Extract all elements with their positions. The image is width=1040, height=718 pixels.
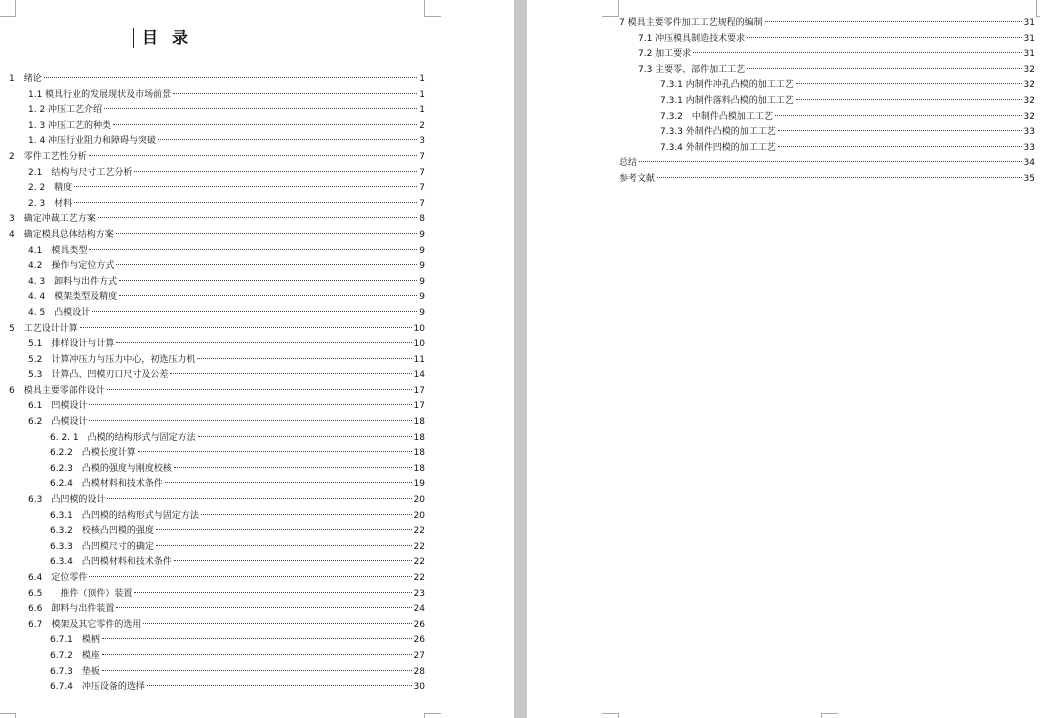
toc-page-number: 10 — [413, 323, 425, 334]
crop-mark — [424, 713, 441, 718]
toc-page-number: 1 — [419, 74, 425, 84]
toc-entry-text: 6.4 定位零件 — [28, 573, 88, 583]
dot-leader — [98, 217, 418, 218]
toc-entry-text: 6 模具主要零部件设计 — [9, 385, 105, 396]
dot-leader — [104, 108, 417, 109]
toc-entry[interactable] — [9, 244, 425, 260]
toc-entry-text: 7.2 加工要求 — [638, 49, 692, 60]
toc-entry[interactable] — [9, 72, 425, 88]
crop-mark — [424, 0, 441, 17]
toc-entry[interactable] — [9, 212, 425, 228]
toc-entry[interactable] — [619, 172, 1035, 188]
toc-entry[interactable] — [619, 94, 1035, 110]
toc-page-number: 9 — [419, 245, 425, 256]
toc-page-number: 24 — [413, 604, 425, 615]
dot-leader — [102, 654, 412, 655]
toc-page-number: 32 — [1023, 95, 1035, 106]
toc-page-number: 33 — [1023, 142, 1035, 153]
toc-entry[interactable] — [9, 88, 425, 104]
dot-leader — [778, 130, 1022, 131]
toc-entry[interactable] — [9, 368, 425, 384]
toc-entry-text: 6.3.4 凸凹模材料和技术条件 — [50, 557, 172, 568]
toc-entry-text: 4. 3 卸料与出件方式 — [28, 276, 118, 287]
toc-entry[interactable] — [9, 337, 425, 353]
toc-entry[interactable] — [9, 618, 425, 634]
toc-entry[interactable] — [9, 166, 425, 182]
dot-leader — [92, 311, 417, 312]
dot-leader — [102, 670, 412, 671]
toc-entry[interactable] — [9, 197, 425, 213]
toc-entry-text: 4.2 操作与定位方式 — [28, 261, 115, 272]
dot-leader — [197, 358, 411, 359]
toc-entry[interactable] — [619, 110, 1035, 126]
toc-page-number: 11 — [413, 354, 425, 365]
toc-entry-text: 6.7.3 垫板 — [50, 666, 100, 677]
toc-page-number: 34 — [1023, 158, 1035, 169]
dot-leader — [158, 139, 417, 140]
dot-leader — [89, 576, 411, 577]
document-page-left — [0, 0, 514, 718]
dot-leader — [775, 115, 1022, 116]
toc-entry-text: 3 确定冲裁工艺方案 — [9, 214, 96, 225]
toc-entry-text: 7.3.1 内制件冲孔凸模的加工工艺 — [660, 80, 794, 91]
dot-leader — [134, 592, 411, 593]
toc-page-number: 9 — [419, 307, 425, 318]
crop-mark — [821, 713, 838, 718]
toc-page-number: 27 — [413, 650, 425, 661]
toc-page-number: 8 — [419, 214, 425, 225]
dot-leader — [778, 146, 1022, 147]
toc-page-number: 19 — [413, 479, 425, 490]
toc-page-number: 9 — [419, 292, 425, 303]
toc-entry-text: 6.2.4 凸模材料和技术条件 — [50, 479, 163, 490]
toc-page-number: 20 — [413, 510, 425, 521]
toc-entry-text: 6.2 凸模设计 — [28, 417, 88, 428]
toc-page-number: 18 — [413, 417, 425, 428]
toc-entry-text: 7 模具主要零件加工工艺规程的编制 — [619, 18, 763, 28]
toc-entry-text: 6.3.3 凸凹模尺寸的确定 — [50, 541, 154, 552]
dot-leader — [639, 161, 1022, 162]
toc-entry-text: 参考文献 — [619, 173, 656, 184]
toc-entry-text: 1. 3 冲压工艺的种类 — [28, 120, 112, 131]
toc-page-number: 35 — [1023, 173, 1035, 184]
toc-entry[interactable] — [9, 587, 425, 603]
toc-page-number: 3 — [419, 136, 425, 147]
toc-page-number: 28 — [413, 666, 425, 677]
toc-entry-text: 1 绪论 — [9, 74, 42, 84]
toc-page-number: 31 — [1023, 18, 1035, 28]
toc-entry-text: 6.7.1 模柄 — [50, 635, 100, 646]
toc-entry[interactable] — [9, 399, 425, 415]
toc-entry[interactable] — [619, 141, 1035, 157]
toc-entry-text: 6.7.4 冲压设备的选择 — [50, 682, 145, 693]
toc-entry-text: 6.7.2 模座 — [50, 650, 100, 661]
dot-leader — [201, 514, 412, 515]
toc-entry[interactable] — [9, 290, 425, 306]
dot-leader — [107, 498, 411, 499]
toc-entry[interactable] — [9, 633, 425, 649]
toc-entry[interactable] — [9, 119, 425, 135]
toc-page-number: 23 — [413, 588, 425, 599]
dot-leader — [156, 529, 412, 530]
dot-leader — [116, 607, 411, 608]
toc-entry[interactable] — [9, 275, 425, 291]
toc-page-number: 32 — [1023, 80, 1035, 91]
toc-entry[interactable] — [9, 306, 425, 322]
dot-leader — [747, 68, 1021, 69]
dot-leader — [173, 93, 417, 94]
dot-leader — [747, 37, 1021, 38]
toc-entry[interactable] — [9, 540, 425, 556]
toc-entry[interactable] — [9, 665, 425, 681]
dot-leader — [147, 685, 412, 686]
dot-leader — [174, 467, 412, 468]
dot-leader — [89, 155, 418, 156]
toc-page-number: 33 — [1023, 127, 1035, 138]
toc-entry[interactable] — [9, 150, 425, 166]
dot-leader — [119, 280, 417, 281]
toc-entry[interactable] — [619, 47, 1035, 63]
dot-leader — [74, 186, 417, 187]
toc-entry-text: 6.7 模架及其它零件的选用 — [28, 619, 142, 630]
toc-entry[interactable] — [9, 322, 425, 338]
toc-page-number: 7 — [419, 198, 425, 209]
toc-page-number: 26 — [413, 619, 425, 630]
toc-entry[interactable] — [9, 477, 425, 493]
toc-page-number: 7 — [419, 151, 425, 162]
toc-page-number: 1 — [419, 89, 425, 100]
toc-entry-text: 5 工艺设计计算 — [9, 323, 78, 334]
toc-entry-text: 6.2.3 凸模的强度与刚度校核 — [50, 463, 172, 474]
toc-entry-text: 4.1 模具类型 — [28, 245, 88, 256]
toc-entry-text: 7.3 主要零、部件加工工艺 — [638, 64, 746, 75]
dot-leader — [74, 202, 417, 203]
dot-leader — [44, 77, 418, 78]
toc-entry-text: 6.3 凸凹模的设计 — [28, 495, 106, 506]
toc-page-number: 31 — [1023, 33, 1035, 44]
toc-page-number: 18 — [413, 448, 425, 459]
toc-entry[interactable] — [9, 524, 425, 540]
dot-leader — [89, 404, 411, 405]
toc-entry[interactable] — [9, 555, 425, 571]
dot-leader — [198, 436, 412, 437]
toc-entry-text: 7.3.3 外制件凸模的加工工艺 — [660, 127, 776, 138]
toc-entry-text: 6.5 推件（顶件）装置 — [28, 588, 133, 599]
toc-entry-text: 5.1 排样设计与计算 — [28, 339, 115, 350]
toc-entry[interactable] — [619, 125, 1035, 141]
toc-entry-text: 5.3 计算凸、凹模刃口尺寸及公差 — [28, 370, 169, 381]
toc-page-number: 26 — [413, 635, 425, 646]
toc-entry-text: 4. 4 模架类型及精度 — [28, 292, 118, 303]
toc-entry-text: 4. 5 凸模设计 — [28, 307, 91, 318]
toc-entry-text: 7.3.4 外制件凹模的加工工艺 — [660, 142, 776, 153]
toc-entry[interactable] — [619, 63, 1035, 79]
toc-page-number: 2 — [419, 120, 425, 131]
dot-leader — [143, 623, 411, 624]
toc-entry-text: 6.2.2 凸模长度计算 — [50, 448, 136, 459]
dot-leader — [156, 545, 412, 546]
toc-page-number: 30 — [413, 682, 425, 693]
dot-leader — [116, 342, 411, 343]
toc-page-number: 22 — [413, 557, 425, 568]
crop-mark — [0, 0, 16, 17]
toc-page-number: 10 — [413, 339, 425, 350]
toc-entry-text: 7.1 冲压模具制造技术要求 — [638, 33, 746, 44]
dot-leader — [138, 451, 412, 452]
toc-entry[interactable] — [9, 571, 425, 587]
toc-page-number: 9 — [419, 276, 425, 287]
dot-leader — [657, 177, 1022, 178]
toc-entry-text: 6.1 凹模设计 — [28, 401, 88, 412]
toc-page-number: 22 — [413, 541, 425, 552]
dot-leader — [89, 420, 411, 421]
toc-page-number: 18 — [413, 463, 425, 474]
toc-entry[interactable] — [9, 134, 425, 150]
dot-leader — [80, 327, 412, 328]
toc-entry-text: 6.3.1 凸凹模的结构形式与固定方法 — [50, 510, 199, 521]
toc-page-number: 7 — [419, 167, 425, 178]
dot-leader — [102, 638, 412, 639]
toc-page-number: 18 — [413, 432, 425, 443]
dot-leader — [170, 373, 411, 374]
dot-leader — [165, 482, 412, 483]
toc-entry[interactable] — [9, 353, 425, 369]
crop-mark — [1036, 0, 1040, 17]
toc-page-number: 1 — [419, 105, 425, 116]
dot-leader — [89, 249, 417, 250]
dot-leader — [116, 233, 418, 234]
dot-leader — [119, 295, 417, 296]
toc-entry[interactable] — [619, 32, 1035, 48]
toc-entry-text: 2.1 结构与尺寸工艺分析 — [28, 167, 133, 178]
toc-entry[interactable] — [619, 78, 1035, 94]
dot-leader — [134, 171, 417, 172]
toc-entry-text: 总结 — [619, 158, 638, 169]
toc-page-number: 32 — [1023, 111, 1035, 122]
toc-entry[interactable] — [9, 415, 425, 431]
toc-page-number: 14 — [413, 370, 425, 381]
dot-leader — [796, 83, 1022, 84]
toc-entry[interactable] — [9, 680, 425, 696]
toc-entry[interactable] — [9, 509, 425, 525]
toc-entry[interactable] — [9, 384, 425, 400]
toc-page-number: 32 — [1023, 64, 1035, 75]
toc-page-number: 22 — [413, 573, 425, 583]
toc-entry[interactable] — [9, 431, 425, 447]
document-page-right — [527, 0, 1040, 718]
toc-entry-text: 6.3.2 校核凸凹模的强度 — [50, 526, 154, 537]
toc-entry-text: 7.3.1 内制件落料凸模的加工工艺 — [660, 95, 794, 106]
toc-list-left — [9, 72, 425, 696]
toc-entry[interactable] — [9, 103, 425, 119]
dot-leader — [107, 389, 412, 390]
toc-entry-text: 7.3.2 中制件凸模加工工艺 — [660, 111, 773, 122]
toc-entry-text: 1. 2 冲压工艺介绍 — [28, 105, 103, 116]
toc-title: 目录 — [133, 28, 202, 48]
toc-list-right — [619, 16, 1035, 188]
toc-entry[interactable] — [9, 228, 425, 244]
toc-entry[interactable] — [9, 493, 425, 509]
toc-page-number: 7 — [419, 183, 425, 194]
toc-entry[interactable] — [619, 16, 1035, 32]
toc-entry[interactable] — [9, 446, 425, 462]
toc-entry-text: 2. 2 精度 — [28, 183, 73, 194]
dot-leader — [765, 21, 1022, 22]
toc-entry-text: 6.6 卸料与出件装置 — [28, 604, 115, 615]
crop-mark — [602, 0, 619, 17]
crop-mark — [602, 713, 619, 718]
dot-leader — [116, 264, 417, 265]
toc-page-number: 20 — [413, 495, 425, 506]
toc-entry[interactable] — [9, 462, 425, 478]
toc-page-number: 31 — [1023, 49, 1035, 60]
toc-page-number: 17 — [413, 401, 425, 412]
toc-page-number: 17 — [413, 385, 425, 396]
toc-page-number: 9 — [419, 261, 425, 272]
toc-entry-text: 2 零件工艺性分析 — [9, 151, 87, 162]
toc-entry-text: 1.1 模具行业的发展现状及市场前景 — [28, 89, 172, 100]
dot-leader — [113, 124, 417, 125]
toc-page-number: 22 — [413, 526, 425, 537]
toc-entry-text: 4 确定模具总体结构方案 — [9, 229, 114, 240]
toc-entry-text: 1. 4 冲压行业阻力和障碍与突破 — [28, 136, 157, 147]
toc-entry[interactable] — [9, 602, 425, 618]
toc-entry-text: 2. 3 材料 — [28, 198, 73, 209]
dot-leader — [796, 99, 1022, 100]
toc-entry-text: 5.2 计算冲压力与压力中心，初选压力机 — [28, 354, 196, 365]
toc-entry[interactable] — [619, 156, 1035, 172]
toc-page-number: 9 — [419, 229, 425, 240]
crop-mark — [0, 713, 16, 718]
toc-entry-text: 6. 2. 1 凸模的结构形式与固定方法 — [50, 432, 196, 443]
dot-leader — [174, 560, 412, 561]
dot-leader — [693, 52, 1021, 53]
toc-entry[interactable] — [9, 259, 425, 275]
toc-entry[interactable] — [9, 181, 425, 197]
toc-entry[interactable] — [9, 649, 425, 665]
